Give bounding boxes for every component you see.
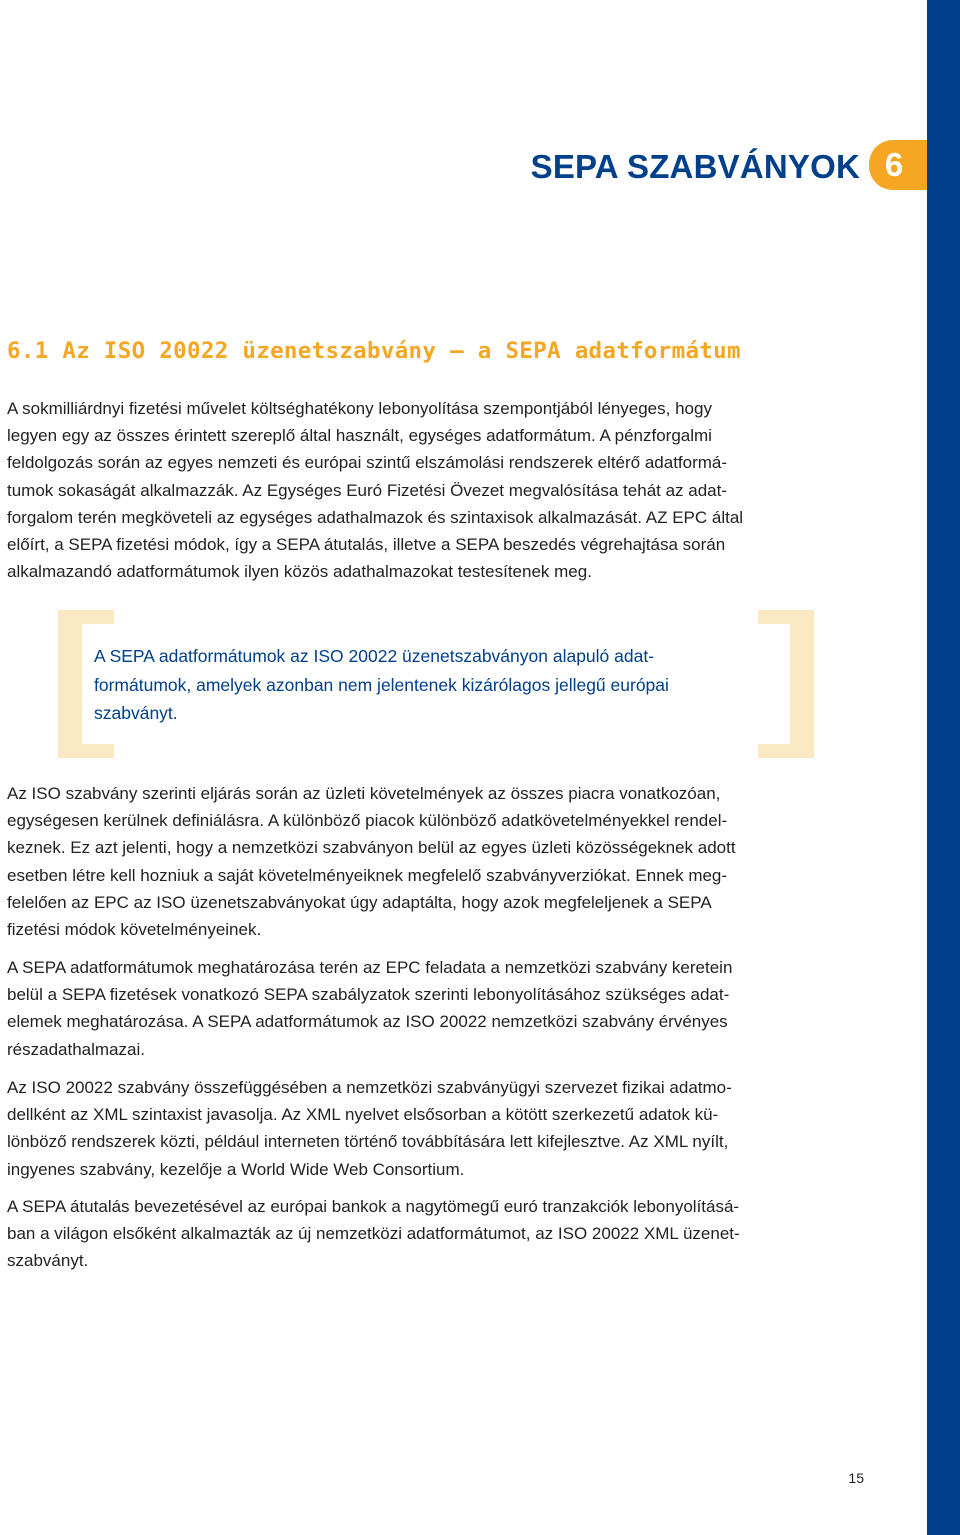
paragraph-line: egységesen kerülnek definiálásra. A különböző piacok különböző adatkövetelményekkel rendel- <box>7 811 728 831</box>
callout-line: szabványt. <box>94 703 178 723</box>
paragraph-line: A sokmilliárdnyi fizetési művelet költséghatékony lebonyolítása szempontjából lényeges, hogy <box>7 399 712 418</box>
chapter-title: SEPA SZABVÁNYOK <box>530 148 860 185</box>
paragraph-line: tumok sokaságát alkalmazzák. Az Egységes Euró Fizetési Övezet megvalósítása tehát az adat- <box>7 480 728 500</box>
paragraph-line: előírt, a SEPA fizetési módok, így a SEPA átutalás, illetve a SEPA beszedés végrehajtása során <box>7 535 726 555</box>
paragraph-line: ingyenes szabvány, kezelője a World Wide Web Consortium. <box>7 1159 465 1179</box>
paragraph-line: lönböző rendszerek közti, például interneten történő továbbítására lett kifejlesztve. Az XML nyílt, <box>7 1132 729 1152</box>
paragraph-sepa-transfer <box>7 1193 864 1275</box>
chapter-number-badge: 6 <box>869 140 927 190</box>
paragraph-line: szabványt. <box>7 1251 89 1271</box>
paragraph-line: ban a világon elsőként alkalmazták az új nemzetközi adatformátumot, az ISO 20022 XML üzenet- <box>7 1224 740 1244</box>
paragraph-line: felelően az EPC az ISO üzenetszabványokat úgy adaptálta, hogy azok megfeleljenek a SEPA <box>7 892 712 912</box>
paragraph-line: dellként az XML szintaxist javasolja. Az XML nyelvet elsősorban a kötött szerkezetű adatok kü- <box>7 1105 719 1125</box>
paragraph-line: A SEPA átutalás bevezetésével az európai bankok a nagytömegű euró tranzakciók lebonyolításá- <box>7 1197 740 1216</box>
paragraph-line: fizetési módok követelményeinek. <box>7 920 262 940</box>
chapter-header <box>0 140 927 198</box>
paragraph-line: feldolgozás során az egyes nemzeti és európai szintű elszámolási rendszerek eltérő adatformá- <box>7 453 728 473</box>
paragraph-line: alkalmazandó adatformátumok ilyen közös adathalmazokat testesítenek meg. <box>7 562 592 582</box>
callout-line: formátumok, amelyek azonban nem jelentenek kizárólagos jellegű európai <box>94 674 669 695</box>
paragraph-epc-definition <box>7 954 864 1063</box>
side-color-bar <box>927 0 960 1535</box>
paragraph-line: elemek meghatározása. A SEPA adatformátumok az ISO 20022 nemzetközi szabvány érvényes <box>7 1012 728 1032</box>
section-heading: 6.1 Az ISO 20022 üzenetszabvány – a SEPA adatformátum <box>7 338 741 364</box>
paragraph-line: A SEPA adatformátumok meghatározása terén az EPC feladata a nemzetközi szabvány keretein <box>7 958 733 977</box>
paragraph-line: forgalom terén megköveteli az egységes adathalmazok és szintaxisok alkalmazását. AZ EPC által <box>7 507 744 527</box>
paragraph-xml <box>7 1074 864 1183</box>
callout-line: A SEPA adatformátumok az ISO 20022 üzenetszabványon alapuló adat- <box>94 646 655 666</box>
page-number: 15 <box>848 1470 864 1486</box>
paragraph-line: belül a SEPA fizetések vonatkozó SEPA szabályzatok szerinti lebonyolításához szükséges adat- <box>7 985 730 1005</box>
paragraph-line: keznek. Ez azt jelenti, hogy a nemzetközi szabványon belül az egyes üzleti közösségeknek adott <box>7 838 736 858</box>
paragraph-line: részadathalmazai. <box>7 1039 145 1059</box>
callout-text <box>94 642 778 728</box>
paragraph-line: legyen egy az összes érintett szereplő által használt, egységes adatformátum. A pénzforgalmi <box>7 426 712 446</box>
paragraph-line: Az ISO 20022 szabvány összefüggésében a nemzetközi szabványügyi szervezet fizikai adatmo- <box>7 1078 732 1097</box>
highlight-callout <box>58 610 814 758</box>
paragraph-line: esetben létre kell hozniuk a saját követelményeiknek megfelelő szabványverziókat. Ennek meg- <box>7 865 728 885</box>
paragraph-line: Az ISO szabvány szerinti eljárás során az üzleti követelmények az összes piacra vonatkozóan, <box>7 784 721 803</box>
paragraph-intro <box>7 395 864 585</box>
paragraph-iso-procedure <box>7 780 864 943</box>
